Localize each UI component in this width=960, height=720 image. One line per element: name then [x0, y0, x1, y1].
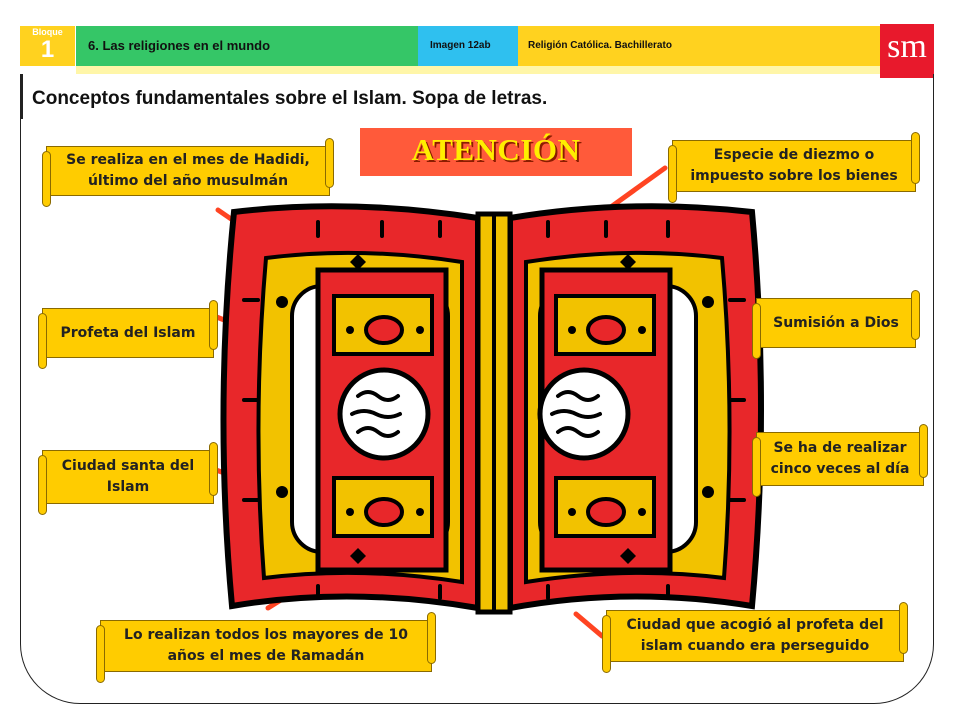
clue-text: Sumisión a Dios [773, 314, 899, 331]
clue-scroll-right-2 [756, 298, 916, 348]
open-quran-book-icon [223, 206, 761, 612]
image-ref: Imagen 12ab [430, 40, 491, 51]
clue-text: Ciudad que acogió al profeta del islam cuando era perseguido [626, 617, 884, 654]
bloque-number: 1 [40, 36, 55, 63]
unit-title: 6. Las religiones en el mundo [88, 38, 271, 53]
clue-scroll-right-3 [756, 432, 924, 486]
attention-text: ATENCIÓN [411, 132, 581, 167]
clue-scroll-left-3 [42, 450, 214, 504]
clue-text: Ciudad santa del Islam [61, 458, 195, 495]
clue-scroll-bottom-right [606, 610, 904, 662]
clue-text: Se realiza en el mes de Hadidi, último del año musulmán [66, 152, 310, 189]
course-label: Religión Católica. Bachillerato [528, 40, 672, 51]
pointer-line [576, 614, 602, 636]
sm-logo: sm [880, 24, 934, 78]
bloque-label: Bloque [32, 27, 63, 37]
clue-text: Especie de diezmo o impuesto sobre los bienes [690, 147, 898, 184]
clue-scroll-right-1 [672, 140, 916, 192]
clue-text: Se ha de realizar cinco veces al día [770, 440, 910, 477]
page-title: Conceptos fundamentales sobre el Islam. Sopa de letras. [32, 88, 548, 109]
clue-scroll-left-1 [46, 146, 330, 196]
clue-scroll-bottom-left [100, 620, 432, 672]
clue-text: Profeta del Islam [60, 324, 196, 341]
clue-text: Lo realizan todos los mayores de 10 años el mes de Ramadán [124, 627, 408, 664]
clue-scroll-left-2 [42, 308, 214, 358]
